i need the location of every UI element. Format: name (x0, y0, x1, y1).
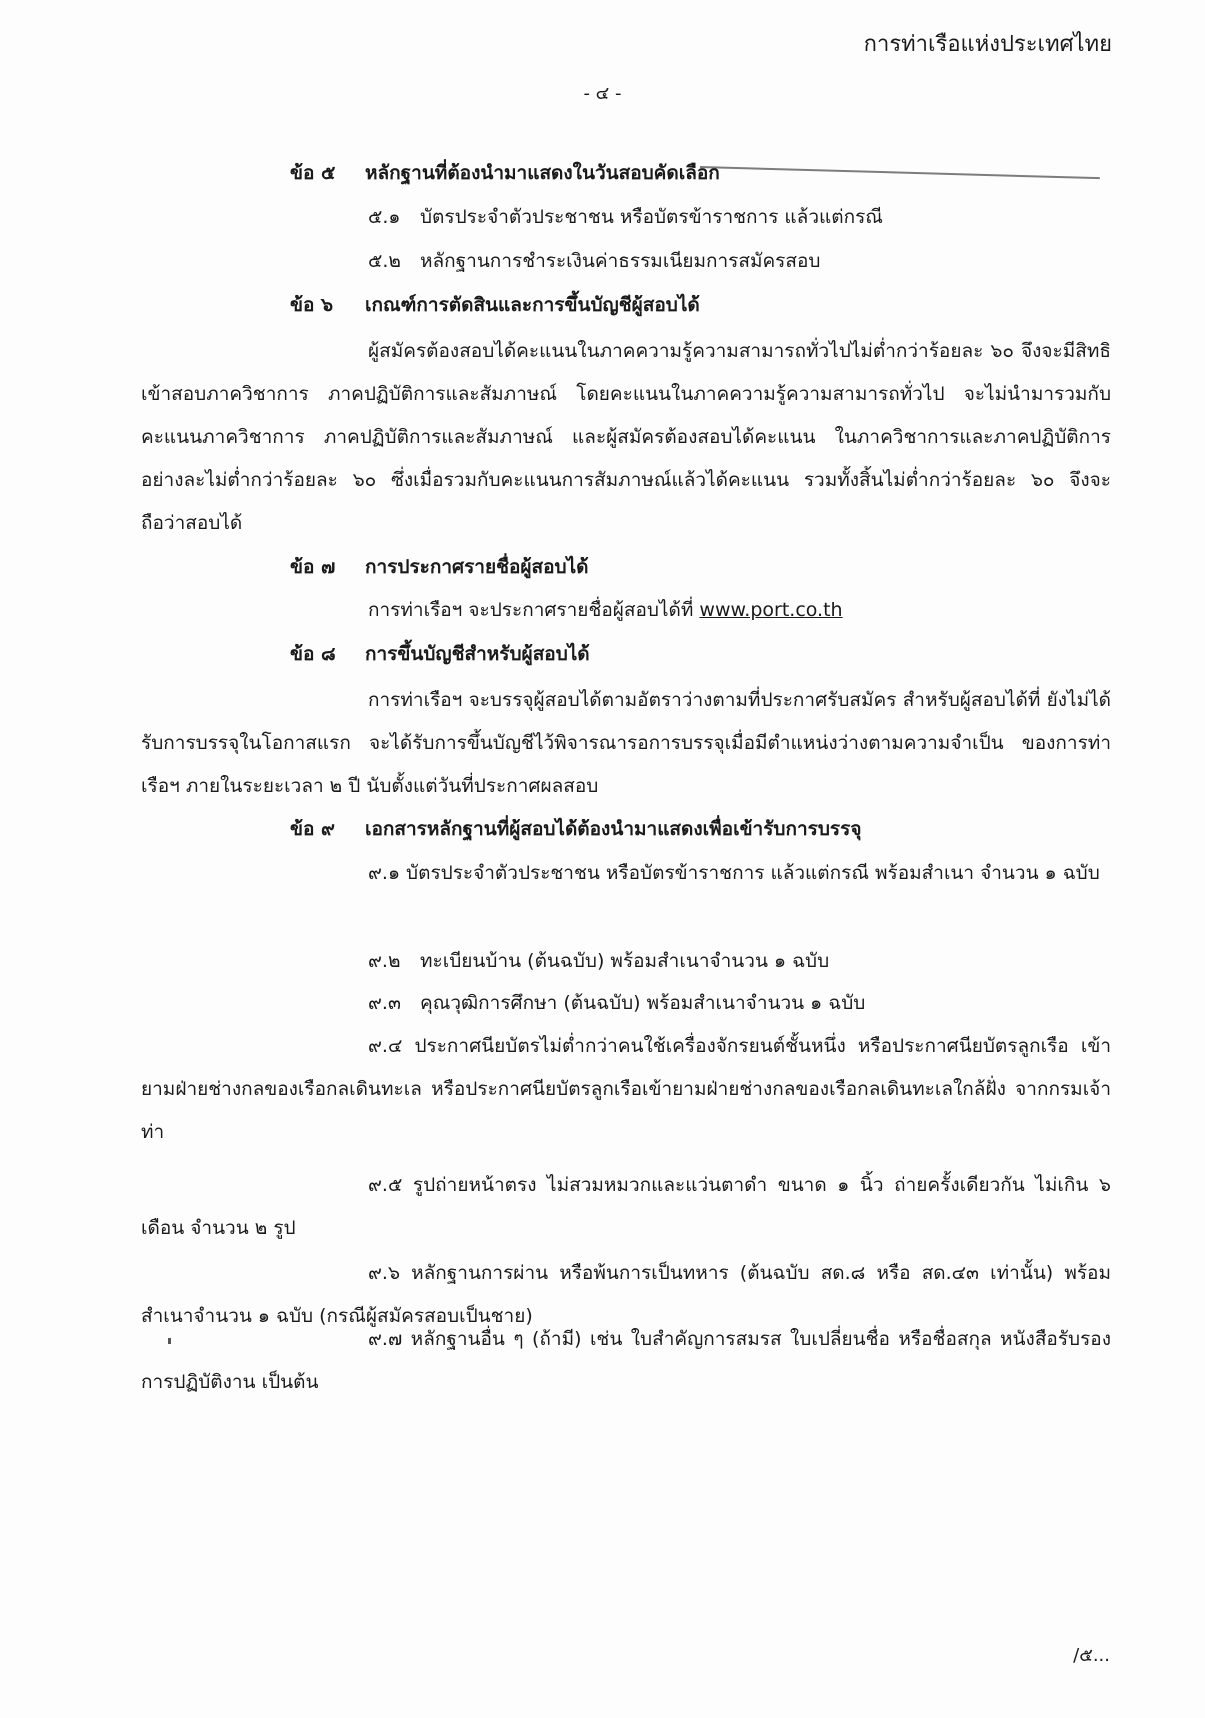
page-number: - ๔ - (583, 83, 622, 104)
section-5-item-1 (368, 206, 883, 229)
section-5-item-2 (368, 250, 820, 273)
section-9-item-7: ๙.๗ หลักฐานอื่น ๆ (ถ้ามี) เช่น ใบสำคัญการสมรส ใบเปลี่ยนชื่อ หรือชื่อสกุล หนังสือรับรองการปฏิบัติงาน เป็นต้น (141, 1328, 1111, 1393)
section-9-title: เอกสารหลักฐานที่ผู้สอบได้ต้องนำมาแสดงเพื่อเข้ารับการบรรจุ (365, 818, 862, 840)
item-number: ๙.๒ (368, 950, 401, 972)
section-9-item-2 (368, 950, 829, 973)
section-5-heading (290, 162, 720, 185)
section-9-heading (290, 818, 861, 841)
item-number: ๙.๓ (368, 992, 401, 1014)
section-7-text: การท่าเรือฯ จะประกาศรายชื่อผู้สอบได้ที่ (368, 599, 694, 621)
section-8-body: การท่าเรือฯ จะบรรจุผู้สอบได้ตามอัตราว่างตามที่ประกาศรับสมัคร สำหรับผู้สอบได้ที่ ยังไม่ได้รับการบรรจุในโอกาสแรก จะได้รับการขึ้นบัญชีไว้พิจารณารอการบรรจุเมื่อมีตำแหน่งว่างตามความจำเป็น ของการท่าเรือฯ ภายในระยะเวลา ๒ ปี นับตั้งแต่วันที่ประกาศผลสอบ (141, 689, 1111, 797)
section-9-number: ข้อ ๙ (290, 818, 335, 840)
section-8-heading (290, 643, 590, 666)
item-text: บัตรประจำตัวประชาชน หรือบัตรข้าราชการ แล้วแต่กรณี (420, 206, 883, 228)
item-text: หลักฐานการชำระเงินค่าธรรมเนียมการสมัครสอบ (420, 250, 821, 272)
item-text: คุณวุฒิการศึกษา (ต้นฉบับ) พร้อมสำเนาจำนวน ๑ ฉบับ (420, 992, 866, 1014)
section-6-title: เกณฑ์การตัดสินและการขึ้นบัญชีผู้สอบได้ (365, 294, 700, 316)
section-7-number: ข้อ ๗ (290, 556, 336, 578)
item-text: ทะเบียนบ้าน (ต้นฉบับ) พร้อมสำเนาจำนวน ๑ ฉบับ (420, 950, 830, 972)
port-website-link[interactable]: www.port.co.th (699, 599, 843, 621)
section-5-number: ข้อ ๕ (290, 162, 336, 184)
section-9-item-6: ๙.๖ หลักฐานการผ่าน หรือพ้นการเป็นทหาร (ต้นฉบับ สด.๘ หรือ สด.๔๓ เท่านั้น) พร้อมสำเนาจำนวน ๑ ฉบับ (กรณีผู้สมัครสอบเป็นชาย) (141, 1262, 1111, 1327)
section-7-title: การประกาศรายชื่อผู้สอบได้ (365, 556, 589, 578)
section-9-item-4: ๙.๔ ประกาศนียบัตรไม่ต่ำกว่าคนใช้เครื่องจักรยนต์ชั้นหนึ่ง หรือประกาศนียบัตรลูกเรือ เข้ายามฝ่ายช่างกลของเรือกลเดินทะเล หรือประกาศนียบัตรลูกเรือเข้ายามฝ่ายช่างกลของเรือกลเดินทะเลใกล้ฝั่ง จากกรมเจ้าท่า (141, 1035, 1111, 1143)
item-number: ๕.๑ (368, 206, 401, 228)
section-7-body (368, 599, 843, 622)
section-9-item-5: ๙.๕ รูปถ่ายหน้าตรง ไม่สวมหมวกและแว่นตาดำ ขนาด ๑ นิ้ว ถ่ายครั้งเดียวกัน ไม่เกิน ๖ เดือน จำนวน ๒ รูป (141, 1174, 1111, 1239)
section-6-heading (290, 294, 700, 317)
scan-stroke-mark (700, 166, 1100, 179)
section-6-number: ข้อ ๖ (290, 294, 334, 316)
section-6-body: ผู้สมัครต้องสอบได้คะแนนในภาคความรู้ความสามารถทั่วไปไม่ต่ำกว่าร้อยละ ๖๐ จึงจะมีสิทธิเข้าสอบภาควิชาการ ภาคปฏิบัติการและสัมภาษณ์ โดยคะแนนในภาคความรู้ความสามารถทั่วไป จะไม่นำมารวมกับคะแนนภาควิชาการ ภาคปฏิบัติการและสัมภาษณ์ และผู้สมัครต้องสอบได้คะแนน ในภาควิชาการและภาคปฏิบัติการอย่างละไม่ต่ำกว่าร้อยละ ๖๐ ซึ่งเมื่อรวมกับคะแนนการสัมภาษณ์แล้วได้คะแนน รวมทั้งสิ้นไม่ต่ำกว่าร้อยละ ๖๐ จึงจะถือว่าสอบได้ (141, 340, 1111, 534)
section-8-number: ข้อ ๘ (290, 643, 336, 665)
section-9-item-3 (368, 992, 865, 1015)
section-7-heading (290, 556, 589, 579)
section-5-title: หลักฐานที่ต้องนำมาแสดงในวันสอบคัดเลือก (365, 162, 720, 184)
item-number: ๕.๒ (368, 250, 401, 272)
section-9-item-1: ๙.๑ บัตรประจำตัวประชาชน หรือบัตรข้าราชการ แล้วแต่กรณี พร้อมสำเนา จำนวน ๑ ฉบับ (368, 862, 1100, 884)
section-8-title: การขึ้นบัญชีสำหรับผู้สอบได้ (365, 643, 590, 665)
organization-name: การท่าเรือแห่งประเทศไทย (863, 32, 1112, 57)
next-page-marker: /๕... (1073, 1645, 1110, 1666)
